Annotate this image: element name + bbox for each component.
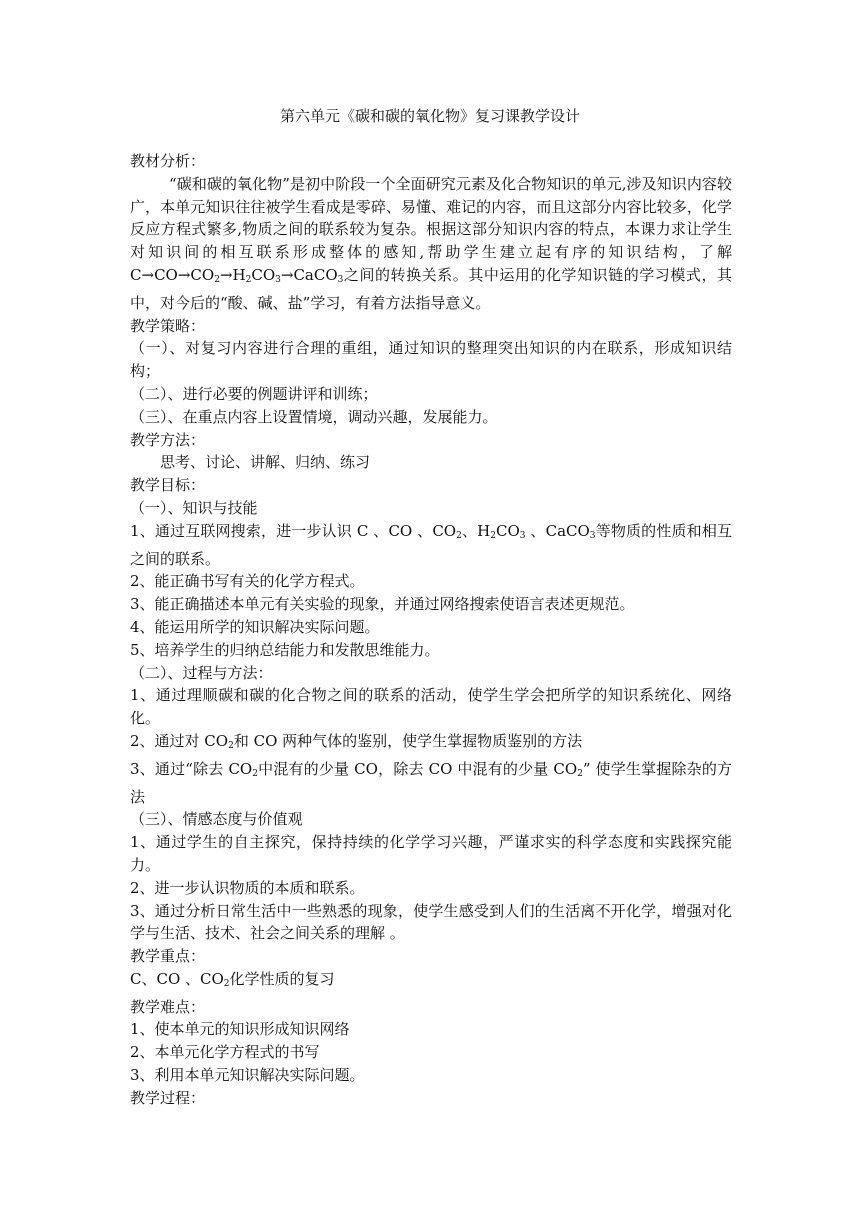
key-text: [130, 968, 732, 996]
sub-3b: 3: [337, 274, 344, 285]
sub-2a: 2: [214, 274, 220, 285]
arrow-4: →: [280, 265, 294, 284]
analysis-text-2: 之间的转换关系。其中运用的化学知识链的学习模式，其中，对今后的“酸、碱、盐”学习，有着方法指导意义。: [130, 265, 732, 312]
arrow-2: →: [177, 265, 191, 284]
arrow-3: →: [219, 265, 233, 284]
formula-co: CO: [154, 265, 178, 284]
goal-1-item: [130, 520, 732, 571]
difficulty-item: 2、本单元化学方程式的书写: [130, 1043, 320, 1062]
goal-1-1-part: CO: [495, 521, 520, 540]
analysis-paragraph: [130, 173, 732, 315]
sub-3d: 3: [589, 530, 596, 541]
sub-2d: 2: [490, 530, 496, 541]
key-text-part: 化学性质的复习: [229, 969, 335, 988]
strategy-item: （二）、进行必要的例题讲评和训练；: [130, 384, 378, 403]
goal-1-1-part: 、H: [461, 521, 491, 540]
sub-3a: 3: [275, 274, 281, 285]
difficulty-heading: 教学难点：: [130, 997, 206, 1016]
key-heading: 教学重点：: [130, 947, 206, 966]
analysis-heading: 教材分析：: [130, 152, 206, 170]
goal-2-2-part: 2、通过对 CO: [130, 731, 229, 750]
sub-2e: 2: [228, 740, 234, 751]
sub-2c: 2: [456, 530, 462, 541]
formula-caco3: CaCO: [293, 265, 338, 284]
sub-2b: 2: [245, 274, 252, 285]
document-body: [130, 150, 732, 1110]
goal-2-3-part: ” 使学生掌握除杂的方法: [130, 759, 732, 806]
difficulty-item: 3、利用本单元知识解决实际问题。: [130, 1066, 365, 1085]
process-heading: 教学过程：: [130, 1088, 206, 1107]
goal-2-item: 1、通过理顺碳和碳的化合物之间的联系的活动，使学生学会把所学的知识系统化、网络化。: [130, 686, 732, 728]
difficulty-item: 1、使本单元的知识形成知识网络: [130, 1020, 350, 1039]
goal-2-item: [130, 758, 732, 809]
formula-h2co3-co: CO: [251, 265, 276, 284]
goal-1-1-part: 、CaCO: [525, 521, 590, 540]
sub-2g: 2: [577, 768, 583, 779]
goal-3-item: 3、通过分析日常生活中一些熟悉的现象，使学生感受到人们的生活离不开化学，增强对化学与生活、技术、社会之间关系的理解 。: [130, 901, 732, 943]
goal-2-2-part: 和 CO 两种气体的鉴别，使学生掌握物质鉴别的方法: [233, 731, 583, 750]
method-heading: 教学方法：: [130, 430, 206, 449]
goal-1-1-part: 1、通过互联网搜索，进一步认识 C 、CO 、CO: [130, 521, 457, 540]
goal-1-item: 4、能运用所学的知识解决实际问题。: [130, 617, 380, 636]
goal-1-item: 3、能正确描述本单元有关实验的现象，并通过网络搜索使语言表述更规范。: [130, 595, 635, 614]
method-text: 思考、讨论、讲解、归纳、练习: [160, 453, 371, 472]
goal-1-1-part: 等物质的性质和相互之间的联系。: [130, 521, 732, 568]
arrow-1: →: [141, 265, 155, 284]
formula-h2co3-h: H: [232, 265, 246, 284]
goal-2-heading: （二）、过程与方法：: [130, 663, 273, 682]
goal-heading: 教学目标：: [130, 476, 206, 495]
analysis-text-1: “碳和碳的氧化物”是初中阶段一个全面研究元素及化合物知识的单元,涉及知识内容较广，本单元知识往往被学生看成是零碎、易懂、难记的内容，而且这部分内容比较多，化学反应方程式繁多,物质之间的联系较为复杂。根据这部分知识内容的特点，本课力求让学生对知识间的相互联系形成整体的感知,帮助学生建立起有序的知识结构，了解: [130, 174, 732, 262]
formula-co2: CO: [190, 265, 215, 284]
goal-3-item: 1、通过学生的自主探究，保持持续的化学学习兴趣，严谨求实的科学态度和实践探究能力。: [130, 833, 732, 874]
formula-c: C: [130, 265, 142, 284]
goal-1-heading: （一）、知识与技能: [130, 498, 258, 517]
goal-2-3-part: 3、通过“除去 CO: [130, 759, 253, 778]
strategy-item: （一）、对复习内容进行合理的重组，通过知识的整理突出知识的内在联系，形成知识结构；: [130, 339, 732, 381]
key-text-part: C、CO 、CO: [130, 969, 224, 988]
sub-2h: 2: [223, 978, 230, 989]
goal-2-item: [130, 730, 732, 758]
sub-2f: 2: [252, 768, 258, 779]
goal-2-3-part: 中混有的少量 CO，除去 CO 中混有的少量 CO: [257, 759, 578, 778]
goal-1-item: 5、培养学生的归纳总结能力和发散思维能力。: [130, 640, 440, 659]
goal-1-item: 2、能正确书写有关的化学方程式。: [130, 572, 365, 591]
strategy-heading: 教学策略：: [130, 316, 206, 335]
sub-3c: 3: [519, 530, 526, 541]
strategy-item: （三）、在重点内容上设置情境，调动兴趣，发展能力。: [130, 407, 498, 426]
goal-3-item: 2、进一步认识物质的本质和联系。: [130, 878, 365, 897]
goal-3-heading: （三）、情感态度与价值观: [130, 810, 303, 829]
document-title: 第六单元《碳和碳的氧化物》复习课教学设计: [279, 107, 580, 125]
